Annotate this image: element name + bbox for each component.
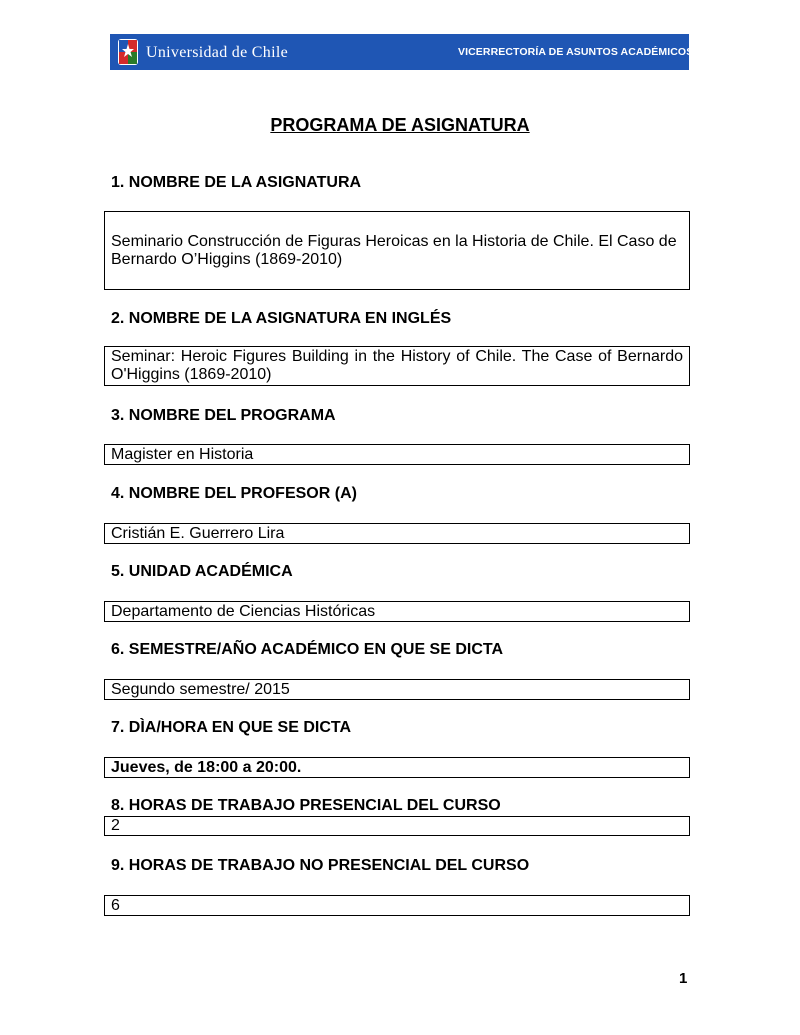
section-7-heading: 7. DÌA/HORA EN QUE SE DICTA	[111, 719, 352, 736]
section-9-heading: 9. HORAS DE TRABAJO NO PRESENCIAL DEL CURSO	[111, 857, 530, 874]
section-5-heading: 5. UNIDAD ACADÉMICA	[111, 563, 293, 580]
section-7-value: Jueves, de 18:00 a 20:00.	[104, 757, 690, 778]
section-9-value: 6	[104, 895, 690, 916]
section-2-value: Seminar: Heroic Figures Building in the History of Chile. The Case of Bernardo O'Higgins (1869-2010)	[104, 346, 690, 386]
header-banner	[110, 34, 694, 70]
document-title: PROGRAMA DE ASIGNATURA	[270, 115, 530, 135]
section-3-value: Magister en Historia	[104, 444, 690, 465]
section-4-heading: 4. NOMBRE DEL PROFESOR (A)	[111, 485, 357, 502]
section-8-value: 2	[104, 816, 690, 836]
section-4-value: Cristián E. Guerrero Lira	[104, 523, 690, 544]
section-1-value: Seminario Construcción de Figuras Heroicas en la Historia de Chile. El Caso de Bernardo O’Higgins (1869-2010)	[104, 211, 690, 290]
university-crest-icon	[117, 38, 139, 66]
section-3-heading: 3. NOMBRE DEL PROGRAMA	[111, 407, 336, 424]
section-1-heading: 1. NOMBRE DE LA ASIGNATURA	[111, 174, 362, 191]
section-6-heading: 6. SEMESTRE/AÑO ACADÉMICO EN QUE SE DICTA	[111, 641, 504, 658]
section-5-value: Departamento de Ciencias Históricas	[104, 601, 690, 622]
section-2-heading: 2. NOMBRE DE LA ASIGNATURA EN INGLÉS	[111, 310, 452, 327]
university-name: Universidad de Chile	[146, 44, 288, 61]
vicerrectoria-label: VICERRECTORÍA DE ASUNTOS ACADÉMICOS	[458, 46, 694, 58]
page-number: 1	[679, 970, 688, 987]
section-8-heading: 8. HORAS DE TRABAJO PRESENCIAL DEL CURSO	[111, 797, 501, 814]
section-6-value: Segundo semestre/ 2015	[104, 679, 690, 700]
